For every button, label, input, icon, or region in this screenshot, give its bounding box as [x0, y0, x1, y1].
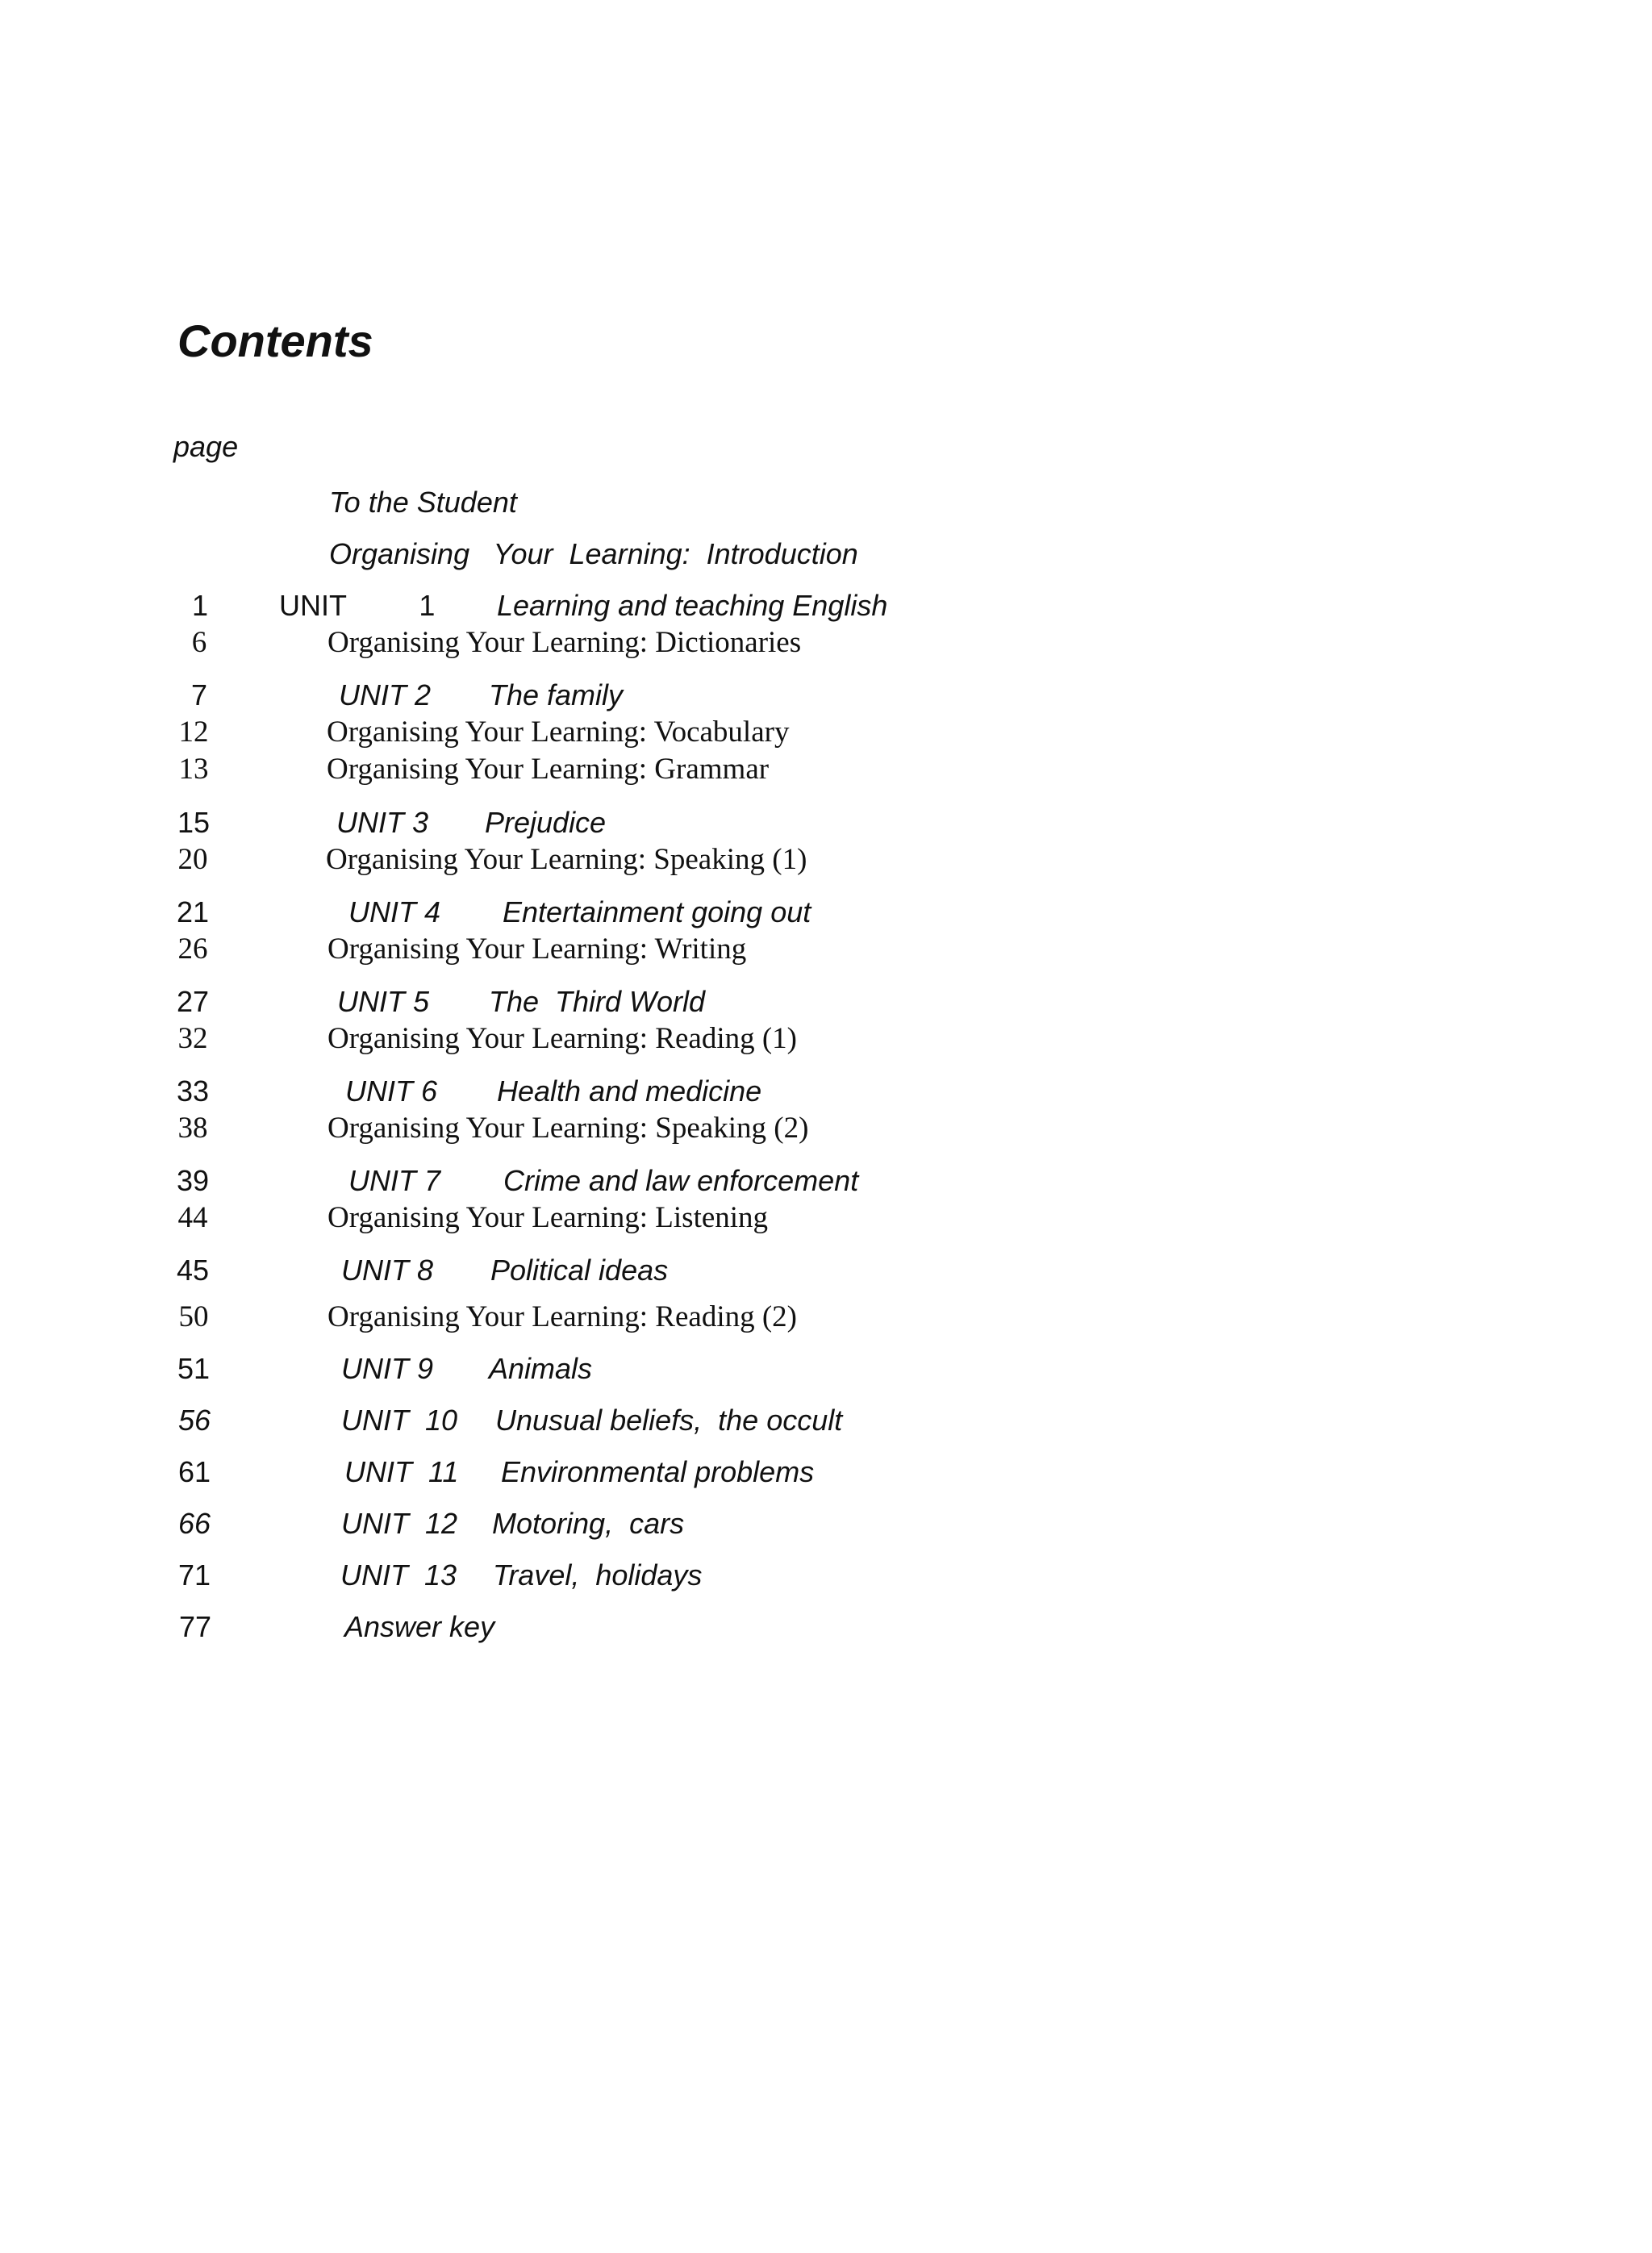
toc-page-number: 61 [177, 1455, 211, 1488]
toc-row [0, 1162, 1049, 1200]
toc-entry-title[interactable]: To the Student [329, 486, 517, 519]
toc-row [0, 1350, 1049, 1388]
toc-page-number: 44 [177, 1201, 208, 1234]
toc-row [0, 893, 1049, 932]
toc-unit-label: UNIT 4 [348, 895, 441, 928]
toc-row [0, 586, 1049, 625]
toc-entry-title[interactable]: Answer key [344, 1610, 495, 1643]
toc-entry-title[interactable]: Travel, holidays [493, 1558, 703, 1592]
toc-entry-title[interactable]: Motoring, cars [492, 1507, 685, 1540]
toc-page-number: 20 [177, 843, 208, 876]
toc-page-number: 15 [177, 806, 211, 839]
toc-page-number: 13 [178, 753, 209, 786]
toc-unit-label: UNIT 8 [341, 1254, 434, 1287]
toc-page-number: 50 [178, 1300, 209, 1333]
toc-page-number: 38 [177, 1112, 208, 1145]
toc-entry-title[interactable]: Organising Your Learning: Vocabulary [327, 716, 790, 749]
toc-page-number: 66 [177, 1507, 211, 1540]
toc-row [0, 1199, 1049, 1237]
toc-row [0, 841, 1049, 879]
toc-entry-title[interactable]: Organising Your Learning: Writing [327, 932, 747, 966]
toc-row [0, 750, 1049, 789]
toc-entry-title[interactable]: Crime and law enforcement [503, 1164, 859, 1197]
toc-page-number: 7 [190, 678, 208, 711]
toc-row [0, 1556, 1049, 1595]
toc-page-number: 1 [191, 589, 209, 622]
toc-row [0, 676, 1049, 715]
toc-entry-title[interactable]: Organising Your Learning: Listening [327, 1201, 769, 1234]
toc-entry-title[interactable]: Organising Your Learning: Introduction [329, 537, 858, 570]
toc-row [0, 1109, 1049, 1148]
toc-page-number: 26 [177, 932, 208, 966]
toc-unit-label: UNIT 11 [344, 1455, 459, 1488]
toc-row [0, 483, 1049, 522]
toc-entry-title[interactable]: Health and medicine [497, 1074, 762, 1108]
toc-page-number: 27 [176, 985, 210, 1018]
toc-entry-title[interactable]: The Third World [489, 985, 706, 1018]
toc-unit-label: UNIT 12 [341, 1507, 458, 1540]
toc-unit-label: UNIT 7 [348, 1164, 441, 1197]
toc-entry-title[interactable]: Political ideas [490, 1254, 669, 1287]
page-column-label: page [173, 430, 239, 463]
toc-entry-title[interactable]: Environmental problems [501, 1455, 815, 1488]
toc-row [0, 624, 1049, 662]
toc-page-number: 32 [177, 1022, 208, 1055]
toc-row [0, 1298, 1049, 1337]
toc-row [0, 930, 1049, 969]
toc-entry-title[interactable]: Learning and teaching English [497, 589, 888, 622]
toc-entry-title[interactable]: Organising Your Learning: Reading (1) [327, 1022, 797, 1055]
toc-entry-title[interactable]: Organising Your Learning: Speaking (1) [326, 843, 807, 876]
toc-row [0, 1453, 1049, 1492]
page-title: Contents [177, 315, 373, 366]
toc-row [0, 1504, 1049, 1543]
toc-entry-title[interactable]: Entertainment going out [503, 895, 811, 928]
toc-unit-label: UNIT 13 [340, 1558, 457, 1592]
toc-entry-title[interactable]: Unusual beliefs, the occult [495, 1404, 843, 1437]
toc-row [0, 1072, 1049, 1111]
toc-page-number: 56 [177, 1404, 211, 1437]
toc-unit-label: UNIT 5 [337, 985, 430, 1018]
toc-entry-title[interactable]: Organising Your Learning: Reading (2) [327, 1300, 797, 1333]
toc-page-number: 45 [176, 1254, 210, 1287]
toc-unit-label: UNIT 6 [345, 1074, 438, 1108]
toc-row [0, 1401, 1049, 1440]
toc-row [0, 535, 1049, 574]
toc-page-number: 6 [191, 626, 207, 659]
toc-unit-label: UNIT 2 [339, 678, 432, 711]
toc-row [0, 1608, 1049, 1646]
toc-entry-title[interactable]: Organising Your Learning: Dictionaries [327, 626, 802, 659]
toc-row [0, 1251, 1049, 1290]
toc-page-number: 12 [178, 716, 209, 749]
toc-entry-title[interactable]: The family [489, 678, 624, 711]
toc-row [0, 803, 1049, 842]
toc-unit-label: UNIT 9 [341, 1352, 434, 1385]
toc-entry-title[interactable]: Prejudice [485, 806, 607, 839]
toc-page-number: 71 [177, 1558, 211, 1592]
toc-unit-label: UNIT 3 [336, 806, 429, 839]
toc-unit-label: UNIT 10 [341, 1404, 458, 1437]
toc-row [0, 983, 1049, 1021]
toc-page-number: 77 [178, 1610, 212, 1643]
toc-page-number: 21 [176, 895, 210, 928]
toc-row [0, 713, 1049, 752]
toc-unit-label: UNIT 1 [279, 589, 436, 622]
toc-page-number: 39 [176, 1164, 210, 1197]
toc-page-number: 33 [176, 1074, 210, 1108]
toc-entry-title[interactable]: Animals [489, 1352, 593, 1385]
toc-page-number: 51 [177, 1352, 211, 1385]
toc-entry-title[interactable]: Organising Your Learning: Speaking (2) [327, 1112, 809, 1145]
toc-row [0, 1020, 1049, 1058]
toc-entry-title[interactable]: Organising Your Learning: Grammar [327, 753, 770, 786]
